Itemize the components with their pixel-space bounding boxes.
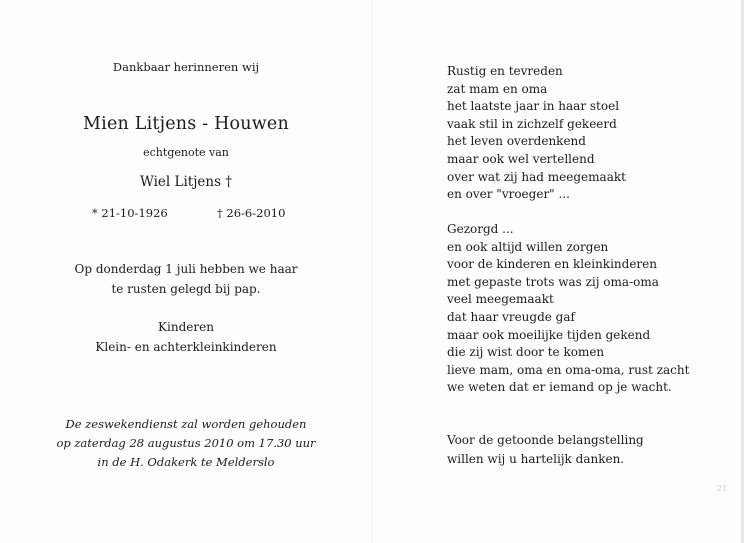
- poem-stanza-2: [447, 221, 737, 397]
- poem-line: en ook altijd willen zorgen: [447, 239, 609, 254]
- service-line: op zaterdag 28 augustus 2010 om 17.30 uur: [56, 436, 316, 450]
- death-date: † 26-6-2010: [217, 206, 286, 220]
- poem-line: het leven overdenkend: [447, 134, 586, 149]
- poem-line: die zij wist door te komen: [447, 345, 605, 360]
- thanks-message: [447, 431, 737, 469]
- burial-message-line: Op donderdag 1 juli hebben we haar: [74, 262, 298, 276]
- burial-message-line: te rusten gelegd bij pap.: [111, 282, 261, 296]
- burial-message: [0, 259, 372, 299]
- deceased-name: Mien Litjens - Houwen: [83, 114, 289, 134]
- poem-line: met gepaste trots was zij oma-oma: [447, 274, 659, 289]
- poem-line: het laatste jaar in haar stoel: [447, 99, 620, 114]
- spouse-label: echtgenote van: [143, 146, 229, 159]
- spouse-name: Wiel Litjens †: [139, 174, 233, 190]
- family-line: Klein- en achterkleinkinderen: [95, 340, 277, 354]
- poem-line: en over "vroeger" ...: [447, 187, 570, 202]
- service-line: De zeswekendienst zal worden gehouden: [65, 417, 307, 431]
- thanks-line: Voor de getoonde belangstelling: [447, 433, 644, 447]
- service-line: in de H. Odakerk te Melderslo: [97, 455, 275, 469]
- service-announcement: [0, 415, 372, 472]
- poem-line: dat haar vreugde gaf: [447, 309, 575, 324]
- family-signature: [0, 317, 372, 357]
- poem-line: maar ook wel vertellend: [447, 151, 595, 166]
- poem-line: Gezorgd ...: [447, 222, 514, 236]
- poem-line: lieve mam, oma en oma-oma, rust zacht: [447, 362, 690, 377]
- family-line: Kinderen: [158, 320, 214, 334]
- poem-line: veel meegemaakt: [447, 292, 554, 307]
- birth-date: * 21-10-1926: [92, 206, 168, 220]
- poem-line: Rustig en tevreden: [447, 64, 563, 78]
- poem-line: voor de kinderen en kleinkinderen: [447, 257, 657, 272]
- poem-line: zat mam en oma: [447, 81, 548, 96]
- poem-line: maar ook moeilijke tijden gekend: [447, 327, 651, 342]
- poem-line: over wat zij had meegemaakt: [447, 169, 626, 184]
- corner-mark: 21: [717, 484, 728, 493]
- poem-line: we weten dat er iemand op je wacht.: [447, 380, 672, 395]
- poem-line: vaak stil in zichzelf gekeerd: [447, 116, 617, 131]
- card-fold-line: [372, 0, 373, 543]
- thanks-line: willen wij u hartelijk danken.: [447, 452, 625, 466]
- poem-stanza-1: [447, 63, 737, 204]
- intro-text: Dankbaar herinneren wij: [112, 60, 260, 74]
